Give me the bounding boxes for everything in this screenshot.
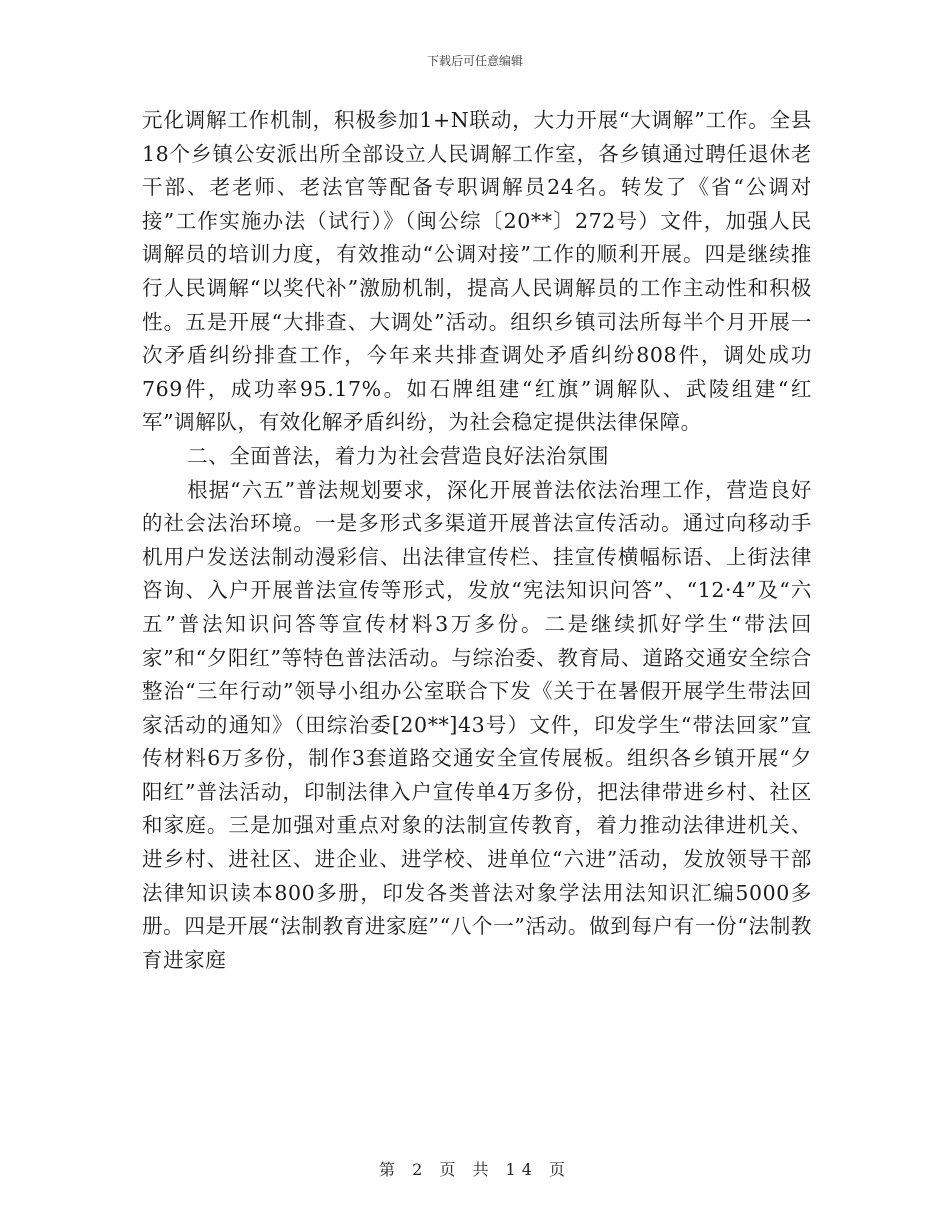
page-footer: 第 2 页 共 14 页 [379,1160,571,1179]
document-body [142,104,812,977]
body-paragraph-1: 元化调解工作机制，积极参加1+N联动，大力开展“大调解”工作。全县18个乡镇公安派出所全部设立人民调解工作室，各乡镇通过聘任退休老干部、老老师、老法官等配备专职调解员24名。转发了《省“公调对接”工作实施办法（试行）》（闽公综〔20**〕272号）文件，加强人民调解员的培训力度，有效推动“公调对接”工作的顺利开展。四是继续推行人民调解“以奖代补”激励机制，提高人民调解员的工作主动性和积极性。五是开展“大排查、大调处”活动。组织乡镇司法所每半个月开展一次矛盾纠纷排查工作，今年来共排查调处矛盾纠纷808件，调处成功769件，成功率95.17%。如石牌组建“红旗”调解队、武陵组建“红军”调解队，有效化解矛盾纠纷，为社会稳定提供法律保障。 [142,108,812,435]
section-heading-2: 二、全面普法，着力为社会营造良好法治氛围 [187,443,610,468]
body-paragraph-2: 根据“六五”普法规划要求，深化开展普法依法治理工作，营造良好的社会法治环境。一是多形式多渠道开展普法宣传活动。通过向移动手机用户发送法制动漫彩信、出法律宣传栏、挂宣传横幅标语、上街法律咨询、入户开展普法宣传等形式，发放“宪法知识问答”、“12·4”及“六五”普法知识问答等宣传材料3万多份。二是继续抓好学生“带法回家”和“夕阳红”等特色普法活动。与综治委、教育局、道路交通安全综合整治“三年行动”领导小组办公室联合下发《关于在暑假开展学生带法回家活动的通知》（田综治委[20**]43号）文件，印发学生“带法回家”宣传材料6万多份，制作3套道路交通安全宣传展板。组织各乡镇开展“夕阳红”普法活动，印制法律入户宣传单4万多份，把法律带进乡村、社区和家庭。三是加强对重点对象的法制宣传教育，着力推动法律进机关、进乡村、进社区、进企业、进学校、进单位“六进”活动，发放领导干部法律知识读本800多册，印发各类普法对象学法用法知识汇编5000多册。四是开展“法制教育进家庭”“八个一”活动。做到每户有一份“法制教育进家庭 [142,477,812,972]
page-header: 下载后可任意编辑 [426,54,523,68]
